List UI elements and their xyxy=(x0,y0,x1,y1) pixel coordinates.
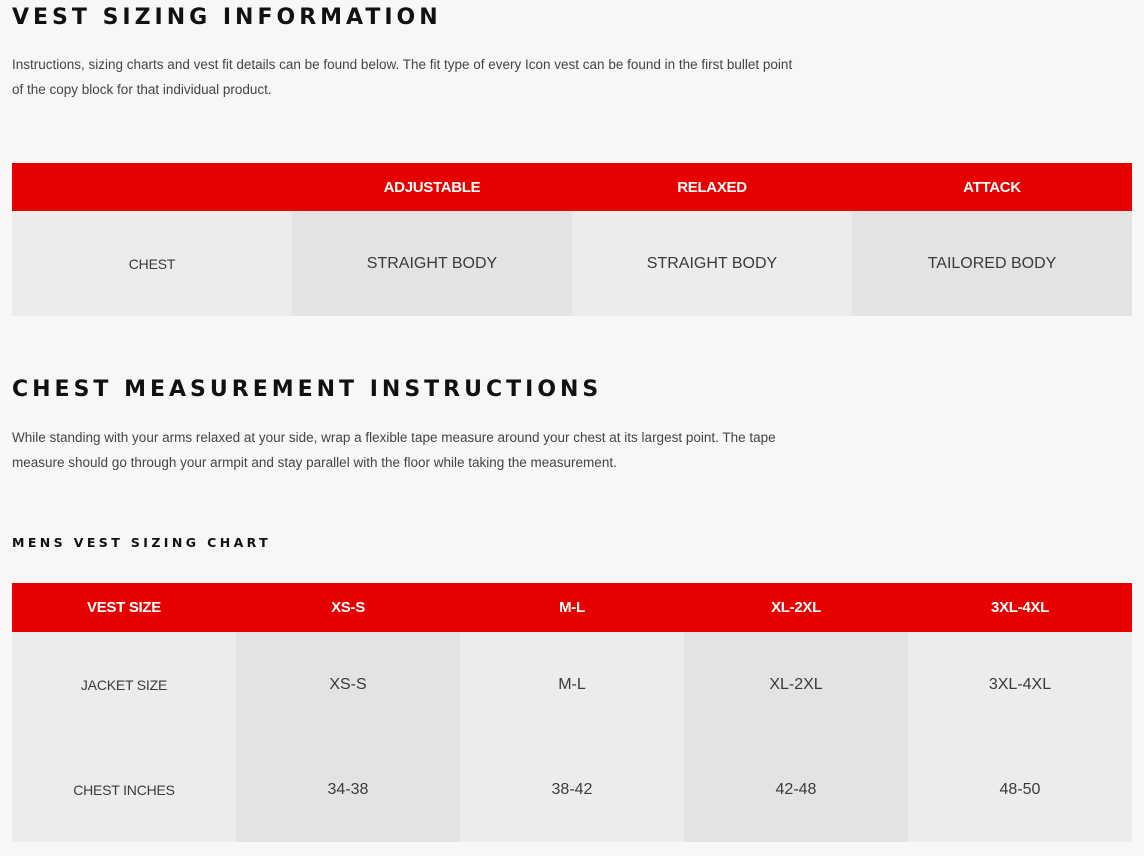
row-label-jacket-size: JACKET SIZE xyxy=(12,632,236,737)
chest-measurement-title: CHEST MEASUREMENT INSTRUCTIONS xyxy=(12,377,603,402)
row-label-chest: CHEST xyxy=(12,211,292,316)
table-row xyxy=(12,632,1132,737)
chest-inches-cell: 34-38 xyxy=(236,737,460,842)
size-header-xl-2xl: XL-2XL xyxy=(684,583,908,632)
fit-cell-relaxed: STRAIGHT BODY xyxy=(572,211,852,316)
fit-cell-adjustable: STRAIGHT BODY xyxy=(292,211,572,316)
size-table-header-row xyxy=(12,583,1132,632)
fit-cell-attack: TAILORED BODY xyxy=(852,211,1132,316)
fit-header-relaxed: RELAXED xyxy=(572,163,852,211)
chest-measurement-description: While standing with your arms relaxed at your side, wrap a flexible tape measure around your chest at its largest point. The tape measure should go through your armpit and stay parallel with the floor while taking the measurement. xyxy=(12,430,776,470)
jacket-size-cell: M-L xyxy=(460,632,684,737)
table-row xyxy=(12,737,1132,842)
jacket-size-cell: XS-S xyxy=(236,632,460,737)
fit-table-header-row xyxy=(12,163,1132,211)
mens-vest-sizing-table xyxy=(12,583,1132,842)
vest-sizing-title: VEST SIZING INFORMATION xyxy=(12,5,442,30)
chest-inches-cell: 48-50 xyxy=(908,737,1132,842)
fit-type-table xyxy=(12,163,1132,316)
jacket-size-cell: 3XL-4XL xyxy=(908,632,1132,737)
fit-header-attack: ATTACK xyxy=(852,163,1132,211)
size-header-vest-size: VEST SIZE xyxy=(12,583,236,632)
chest-inches-cell: 38-42 xyxy=(460,737,684,842)
size-header-m-l: M-L xyxy=(460,583,684,632)
mens-chart-title: MENS VEST SIZING CHART xyxy=(12,535,272,550)
table-row xyxy=(12,211,1132,316)
jacket-size-cell: XL-2XL xyxy=(684,632,908,737)
fit-header-adjustable: ADJUSTABLE xyxy=(292,163,572,211)
size-header-xs-s: XS-S xyxy=(236,583,460,632)
size-header-3xl-4xl: 3XL-4XL xyxy=(908,583,1132,632)
row-label-chest-inches: CHEST INCHES xyxy=(12,737,236,842)
vest-sizing-description: Instructions, sizing charts and vest fit details can be found below. The fit type of every Icon vest can be found in the first bullet point of the copy block for that individual product. xyxy=(12,57,793,97)
fit-header-empty xyxy=(12,163,292,211)
chest-inches-cell: 42-48 xyxy=(684,737,908,842)
